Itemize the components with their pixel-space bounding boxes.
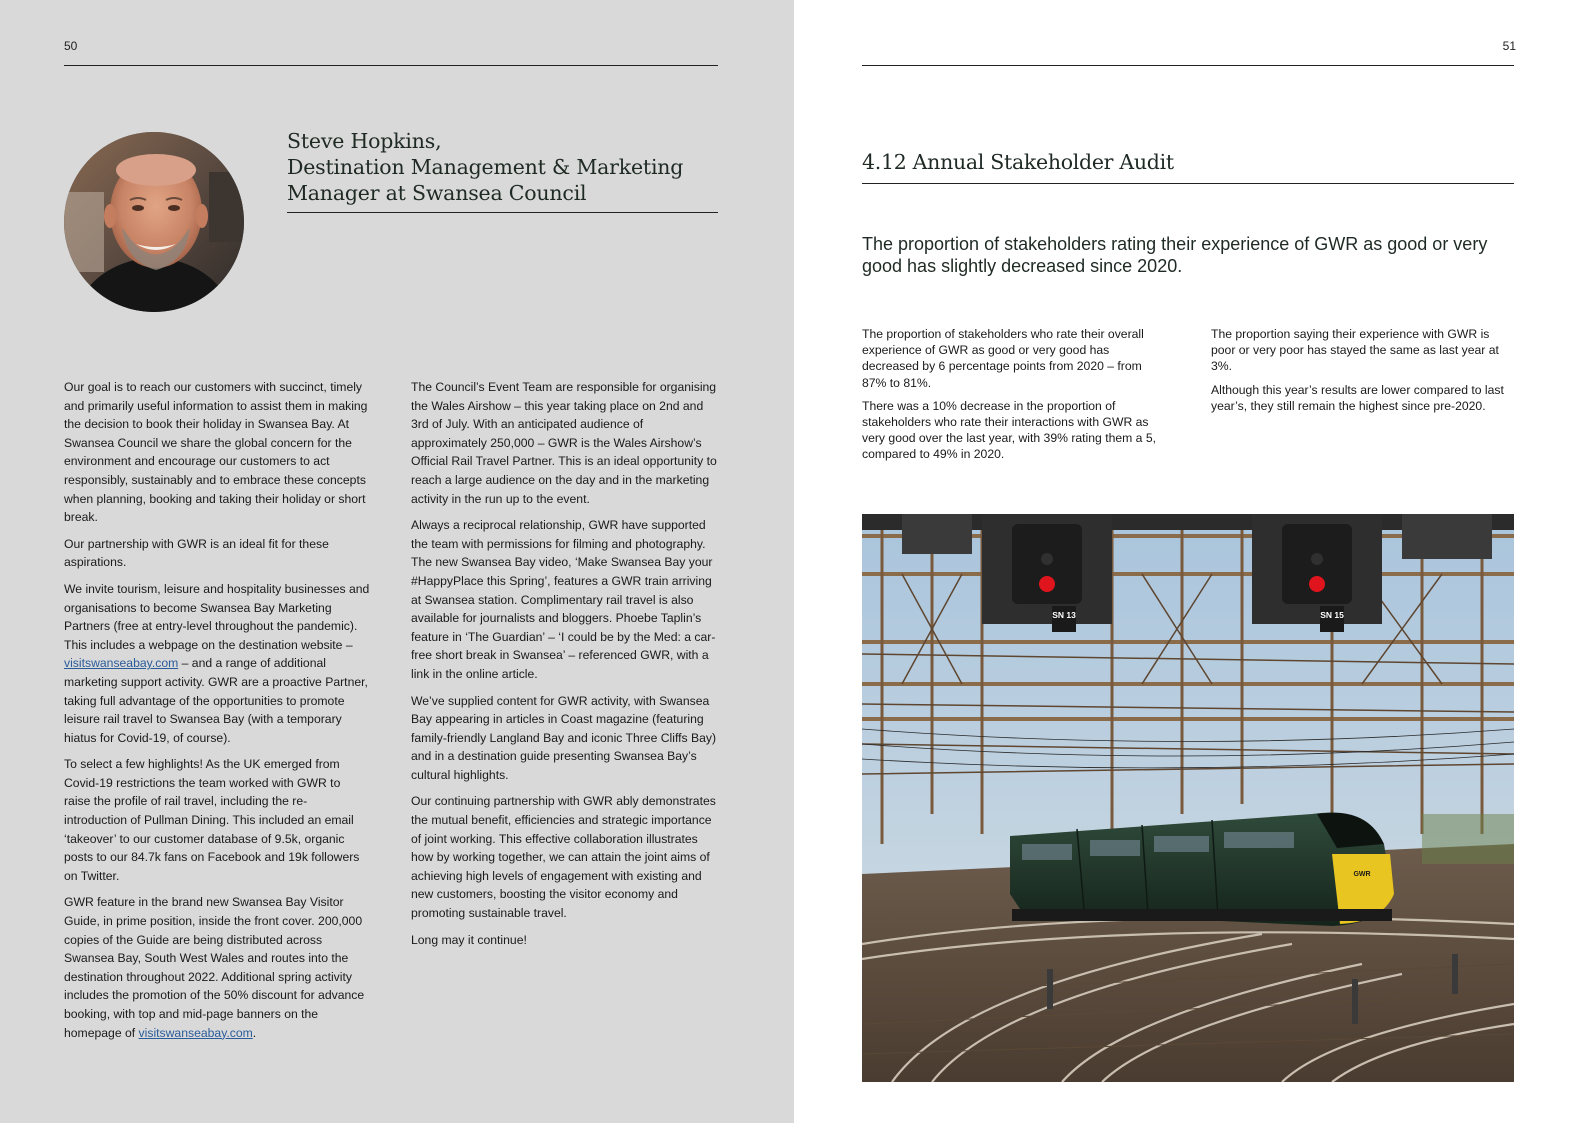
paragraph: The proportion of stakeholders who rate their overall experience of GWR as good or very good has decreased by 6 percentage points from 2020 – from 87% to 81%. (862, 327, 1144, 390)
paragraph: We’ve supplied content for GWR activity, with Swansea Bay appearing in articles in Coast magazine (featuring family-friendly Langland Bay and iconic Three Cliffs Bay) and in a destination guide presenting Swansea Bay’s cultural highlights. (411, 693, 717, 782)
profile-portrait (64, 132, 244, 312)
right-page (794, 0, 1588, 1123)
profile-role-line-1: Destination Management & Marketing (287, 155, 684, 179)
train-photo (862, 514, 1514, 1082)
paragraph: Our partnership with GWR is an ideal fit for these aspirations. (64, 536, 329, 570)
article-column-2 (411, 378, 719, 957)
lead-statement: The proportion of stakeholders rating their experience of GWR as good or very good has slightly decreased since 2020. (862, 234, 1488, 276)
paragraph: The proportion saying their experience with GWR is poor or very poor has stayed the same as last year at 3%. (1211, 327, 1499, 374)
paragraph: The Council’s Event Team are responsible for organising the Wales Airshow – this year taking place on 2nd and 3rd of July. With an anticipated audience of approximately 250,000 – GWR is the Wales Airshow’s Official Rail Travel Partner. This is an ideal opportunity to reach a large audience on the day and in the marketing activity in the run up to the event. (411, 380, 717, 506)
profile-rule (287, 212, 718, 213)
paragraph: Our goal is to reach our customers with succinct, timely and primarily useful information to assist them in making the decision to book their holiday in Swansea Bay. At Swansea Council we share the global concern for the environment and encourage our customers to act responsibly, sustainably and to embrace these concepts when planning, booking and taking their holiday or short break. (64, 380, 368, 525)
header-rule (862, 65, 1514, 66)
page-number: 51 (1502, 39, 1516, 53)
profile-name: Steve Hopkins, (287, 129, 442, 153)
profile-role-line-2: Manager at Swansea Council (287, 181, 587, 205)
audit-column-1 (862, 326, 1167, 470)
header-rule (64, 65, 718, 66)
page-number: 50 (64, 39, 78, 53)
section-title-rule (862, 183, 1514, 184)
profile-name-block (287, 128, 717, 206)
paragraph: Although this year’s results are lower compared to last year’s, they still remain the highest since pre-2020. (1211, 382, 1504, 413)
paragraph: GWR feature in the brand new Swansea Bay Visitor Guide, in prime position, inside the front cover. 200,000 copies of the Guide are being distributed across Swansea Bay, South West Wales and routes into the destination throughout 2022. Additional spring activity includes the promotion of the 50% discount for advance booking, with top and mid-page banners on the homepage of visitswanseabay.com. (64, 895, 365, 1040)
visitswanseabay-link[interactable]: visitswanseabay.com (138, 1025, 253, 1040)
paragraph: Our continuing partnership with GWR ably demonstrates the mutual benefit, efficiencies and strategic importance of joint working. This effective collaboration illustrates how by working together, we can attain the joint aims of achieving high levels of engagement with existing and new customers, boosting the visitor economy and promoting sustainable travel. (411, 794, 716, 921)
section-title: 4.12 Annual Stakeholder Audit (862, 150, 1174, 174)
audit-column-2 (1211, 326, 1511, 421)
signal-plate-right: SN 15 (1320, 610, 1344, 620)
visitswanseabay-link[interactable]: visitswanseabay.com (64, 656, 179, 671)
paragraph: There was a 10% decrease in the proportion of stakeholders who rate their interactions with GWR as very good over the last year, with 39% rating them a 5, compared to 49% in 2020. (862, 398, 1157, 462)
paragraph: We invite tourism, leisure and hospitality businesses and organisations to become Swansea Bay Marketing Partners (free at entry-level throughout the pandemic). This includes a webpage on the destination website – visitswanseabay.com – and a range of additional marketing support activity. GWR are a proactive Partner, taking full advantage of the opportunities to promote leisure rail travel to Swansea Bay (with a temporary hiatus for Covid-19, of course). (64, 581, 370, 745)
paragraph: Long may it continue! (411, 932, 527, 947)
article-column-1 (64, 378, 370, 1050)
train-logo: GWR (1353, 871, 1371, 878)
signal-plate-left: SN 13 (1052, 610, 1076, 620)
paragraph: Always a reciprocal relationship, GWR have supported the team with permissions for filming and photography. The new Swansea Bay video, ‘Make Swansea Bay your #HappyPlace this Spring’, features a GWR train arriving at Swansea station. Complimentary rail travel is also available for journalists and bloggers. Phoebe Taplin’s feature in ‘The Guardian’ – ‘I could be by the Med: a car-free short break in Swansea’ – referenced GWR, with a link in the online article. (411, 518, 716, 681)
paragraph: To select a few highlights! As the UK emerged from Covid-19 restrictions the team worked with GWR to raise the profile of rail travel, including the re-introduction of Pullman Dining. This included an email ‘takeover’ to our customer database of 9.5k, organic posts to our 84.7k fans on Facebook and 19k followers on Twitter. (64, 757, 360, 883)
